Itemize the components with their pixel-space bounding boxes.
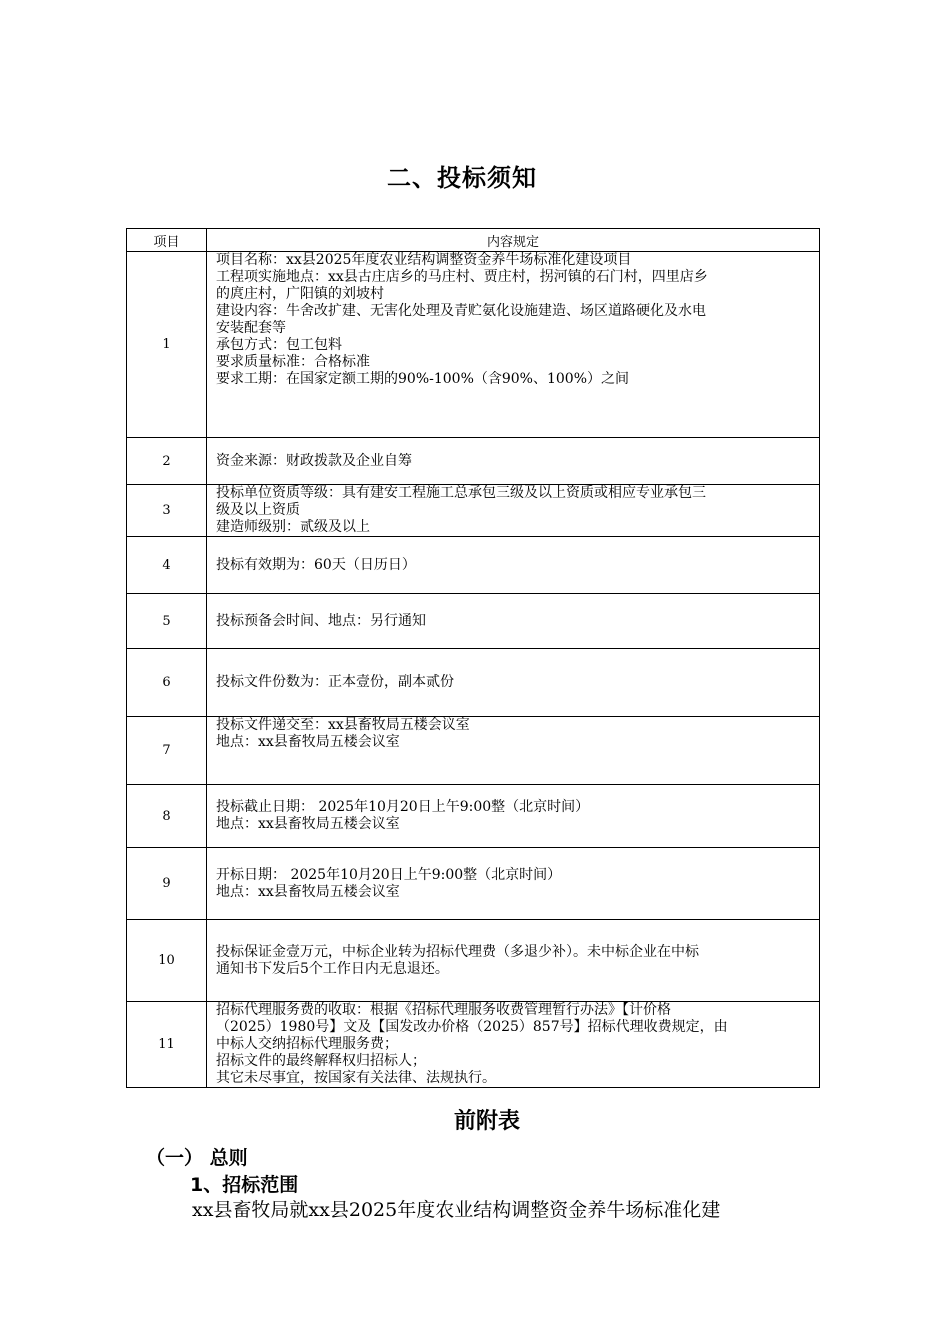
content-line: 安装配套等 [216, 320, 286, 336]
content-line: 承包方式：包工包料 [216, 337, 342, 353]
table-row [127, 594, 820, 649]
row-content [207, 785, 820, 848]
row-content [207, 485, 820, 537]
content-line: 中标人交纳招标代理服务费； [216, 1036, 398, 1052]
row-content [207, 252, 820, 438]
content-line: 通知书下发后5个工作日内无息退还。 [216, 960, 449, 977]
row-number: 6 [127, 649, 207, 717]
table-row [127, 438, 820, 485]
content-line: 建设内容：牛舍改扩建、无害化处理及青贮氨化设施建造、场区道路硬化及水电 [216, 303, 706, 319]
content-line: 工程项实施地点：xx县古庄店乡的马庄村、贾庄村，拐河镇的石门村，四里店乡 [216, 269, 708, 285]
content-line: 级及以上资质 [216, 502, 300, 518]
content-line: 项目名称：xx县2025年度农业结构调整资金养牛场标准化建设项目 [216, 252, 632, 268]
subsection-heading-scope: 1、招标范围 [190, 1174, 299, 1196]
content-line: 要求质量标准：合格标准 [216, 354, 370, 370]
row-number: 10 [127, 920, 207, 1002]
table-row [127, 848, 820, 920]
row-content [207, 848, 820, 920]
page-title: 二、投标须知 [387, 164, 537, 192]
content-line: 建造师级别：贰级及以上 [216, 519, 370, 535]
scope-paragraph: xx县畜牧局就xx县2025年度农业结构调整资金养牛场标准化建 [192, 1199, 721, 1221]
row-number: 7 [127, 717, 207, 785]
content-line: 招标代理服务费的收取：根据《招标代理服务收费管理暂行办法》【计价格 [216, 1002, 671, 1018]
content-line: 要求工期：在国家定额工期的90%-100%（含90%、100%）之间 [216, 371, 630, 387]
row-content [207, 537, 820, 594]
row-number: 2 [127, 438, 207, 485]
appendix-title: 前附表 [453, 1109, 520, 1134]
row-number: 5 [127, 594, 207, 649]
header-content: 内容规定 [207, 229, 820, 252]
content-line: 地点：xx县畜牧局五楼会议室 [216, 883, 400, 900]
table-header-row [127, 229, 820, 252]
table-row [127, 785, 820, 848]
content-line: 投标有效期为：60天（日历日） [216, 556, 416, 573]
bidding-notice-table [126, 228, 820, 1088]
row-number: 4 [127, 537, 207, 594]
row-number: 8 [127, 785, 207, 848]
content-line: 投标截止日期： 2025年10月20日上午9:00整（北京时间） [216, 799, 590, 815]
table-row [127, 537, 820, 594]
section-heading-general: （一） 总则 [146, 1147, 248, 1169]
header-item: 项目 [127, 229, 207, 252]
content-line: 地点：xx县畜牧局五楼会议室 [216, 816, 400, 832]
content-line: 的庹庄村，广阳镇的刘坡村 [216, 286, 384, 302]
row-content [207, 1002, 820, 1088]
row-content [207, 649, 820, 717]
content-line: （2025）1980号】文及【国发改办价格（2025）857号】招标代理收费规定，由 [216, 1019, 728, 1035]
row-content [207, 920, 820, 1002]
content-line: 投标单位资质等级：具有建安工程施工总承包三级及以上资质或相应专业承包三 [216, 485, 706, 501]
table-row [127, 920, 820, 1002]
table-row [127, 649, 820, 717]
row-number: 3 [127, 485, 207, 537]
content-line: 资金来源：财政拨款及企业自筹 [216, 452, 412, 469]
row-content [207, 717, 820, 785]
row-content [207, 594, 820, 649]
table-row [127, 717, 820, 785]
content-line: 投标文件递交至：xx县畜牧局五楼会议室 [216, 717, 470, 733]
table-row [127, 1002, 820, 1088]
row-content [207, 438, 820, 485]
content-line: 投标文件份数为：正本壹份，副本贰份 [216, 674, 454, 690]
content-line: 其它未尽事宜，按国家有关法律、法规执行。 [216, 1070, 496, 1086]
table-row [127, 485, 820, 537]
row-number: 1 [127, 252, 207, 438]
content-line: 地点：xx县畜牧局五楼会议室 [216, 734, 400, 750]
table-row [127, 252, 820, 438]
row-number: 9 [127, 848, 207, 920]
content-line: 投标预备会时间、地点：另行通知 [216, 612, 426, 629]
content-line: 开标日期： 2025年10月20日上午9:00整（北京时间） [216, 866, 562, 883]
content-line: 投标保证金壹万元，中标企业转为招标代理费（多退少补）。未中标企业在中标 [216, 943, 699, 960]
content-line: 招标文件的最终解释权归招标人； [216, 1053, 426, 1069]
row-number: 11 [127, 1002, 207, 1088]
